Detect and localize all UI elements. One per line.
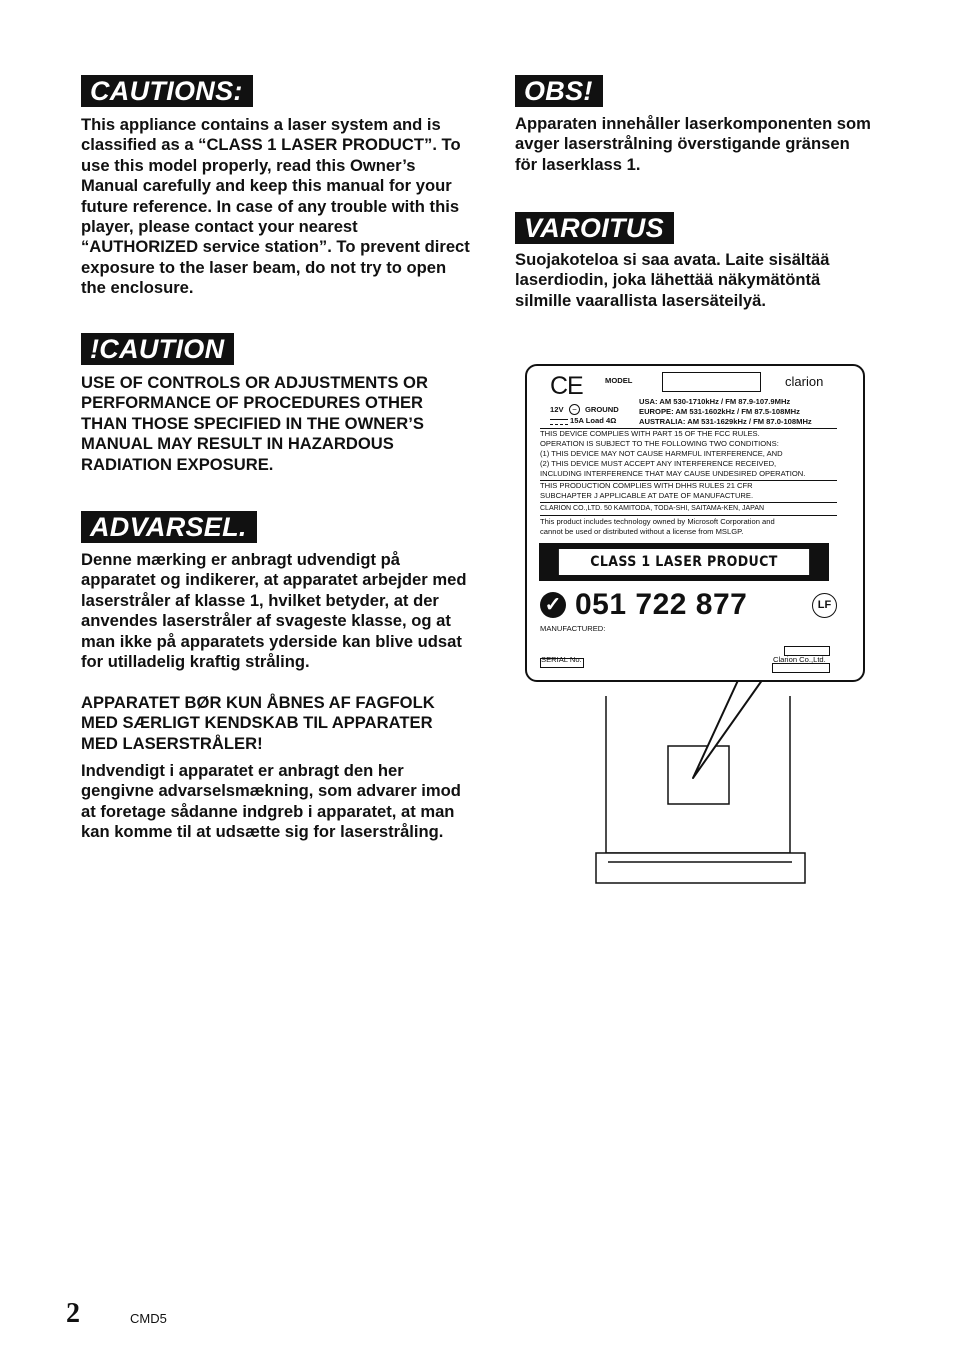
advarsel-warning: APPARATET BØR KUN ÅBNES AF FAGFOLK MED SÆRLIGT KENDSKAB TIL APPARATER MED LASERSTRÅLER! (81, 693, 435, 753)
dc-symbol-icon (550, 419, 568, 425)
class-1-laser-text: CLASS 1 LASER PRODUCT (559, 549, 809, 575)
voltage-label: 12V (550, 405, 564, 414)
divider (540, 515, 837, 516)
caution-text: USE OF CONTROLS OR ADJUSTMENTS OR PERFORMANCE OF PROCEDURES OTHER THAN THOSE SPECIFIED IN THE OWNER’S MANUAL MAY RESULT IN HAZARDOUS RADIATION EXPOSURE. (81, 373, 428, 474)
product-label (525, 364, 865, 682)
obs-text: Apparaten innehåller laserkomponenten som avger laserstrålning överstigande gränsen för laserklass 1. (515, 114, 871, 174)
c-tick-icon: ✓ (540, 592, 566, 618)
advarsel-note: Indvendigt i apparatet er anbragt den her gengivne advarselsmækning, som advarer imod at foretage sådanne indgreb i apparatet, at man kan komme til at udsætte sig for laserstråling. (81, 761, 461, 842)
model-code: CMD5 (130, 1311, 167, 1326)
fcc-line-1: THIS DEVICE COMPLIES WITH PART 15 OF THE FCC RULES. (540, 429, 760, 438)
freq-australia: AUSTRALIA: AM 531-1629kHz / FM 87.0-108MHz (639, 417, 812, 426)
brand-logo: clarion (785, 374, 824, 389)
class-1-laser-box (539, 543, 829, 581)
cautions-text: This appliance contains a laser system and is classified as a “CLASS 1 LASER PRODUCT”. To use this model properly, read this Owner’s Manual carefully and keep this manual for your future reference. In case of any trouble with this player, please contact your nearest “AUTHORIZED service station”. To prevent direct exposure to the laser beam, do not try to open the enclosure. (81, 115, 470, 298)
ground-label: GROUND (585, 405, 619, 414)
company-label: Clarion Co.,Ltd. (773, 655, 826, 664)
fcc-line-2: OPERATION IS SUBJECT TO THE FOLLOWING TWO CONDITIONS: (540, 439, 779, 448)
serial-label: SERIAL No. (541, 655, 582, 664)
cautions-heading: CAUTIONS: (81, 75, 253, 107)
freq-usa: USA: AM 530-1710kHz / FM 87.9-107.9MHz (639, 397, 791, 406)
model-field (662, 372, 761, 392)
manufacturer-address: CLARION CO.,LTD. 50 KAMITODA, TODA-SHI, SAITAMA-KEN, JAPAN (540, 505, 765, 512)
lf-mark-icon: LF (812, 593, 837, 618)
fuse-label: 15A Load 4Ω (570, 416, 617, 425)
page-number: 2 (66, 1298, 80, 1329)
dhhs-line-2: SUBCHAPTER J APPLICABLE AT DATE OF MANUFACTURE. (540, 491, 754, 500)
freq-europe: EUROPE: AM 531-1602kHz / FM 87.5-108MHz (639, 407, 800, 416)
approval-number: 051 722 877 (575, 588, 748, 621)
model-label: MODEL (605, 376, 633, 385)
varoitus-heading: VAROITUS (515, 212, 674, 244)
obs-heading: OBS! (515, 75, 603, 107)
ms-line-1: This product includes technology owned by Microsoft Corporation and (540, 517, 775, 526)
varoitus-text: Suojakoteloa si saa avata. Laite sisältää laserdiodin, joka lähettää näkymätöntä silmille vaarallista lasersäteilyä. (515, 250, 830, 310)
ms-line-2: cannot be used or distributed without a license from MSLGP. (540, 527, 744, 536)
fcc-line-5: INCLUDING INTERFERENCE THAT MAY CAUSE UNDESIRED OPERATION. (540, 469, 806, 478)
fcc-line-3: (1) THIS DEVICE MAY NOT CAUSE HARMFUL INTERFERENCE, AND (540, 449, 783, 458)
ground-symbol-icon: − (569, 404, 580, 415)
advarsel-heading: ADVARSEL. (81, 511, 257, 543)
fcc-line-4: (2) THIS DEVICE MUST ACCEPT ANY INTERFERENCE RECEIVED, (540, 459, 777, 468)
divider (540, 502, 837, 503)
manufactured-label: MANUFACTURED: (540, 624, 606, 633)
caution-heading: !CAUTION (81, 333, 234, 365)
dhhs-line-1: THIS PRODUCTION COMPLIES WITH DHHS RULES 21 CFR (540, 481, 753, 490)
advarsel-text: Denne mærking er anbragt udvendigt på apparatet og indikerer, at apparatet arbejder med laserstråler af klasse 1, hvilket betyder, at der anvendes laserstråler af svageste klasse, og at man ikke på apparatets yderside kan blive udsat for utilladelig kraftig stråling. (81, 550, 467, 672)
ce-mark-icon: CE (550, 372, 583, 400)
